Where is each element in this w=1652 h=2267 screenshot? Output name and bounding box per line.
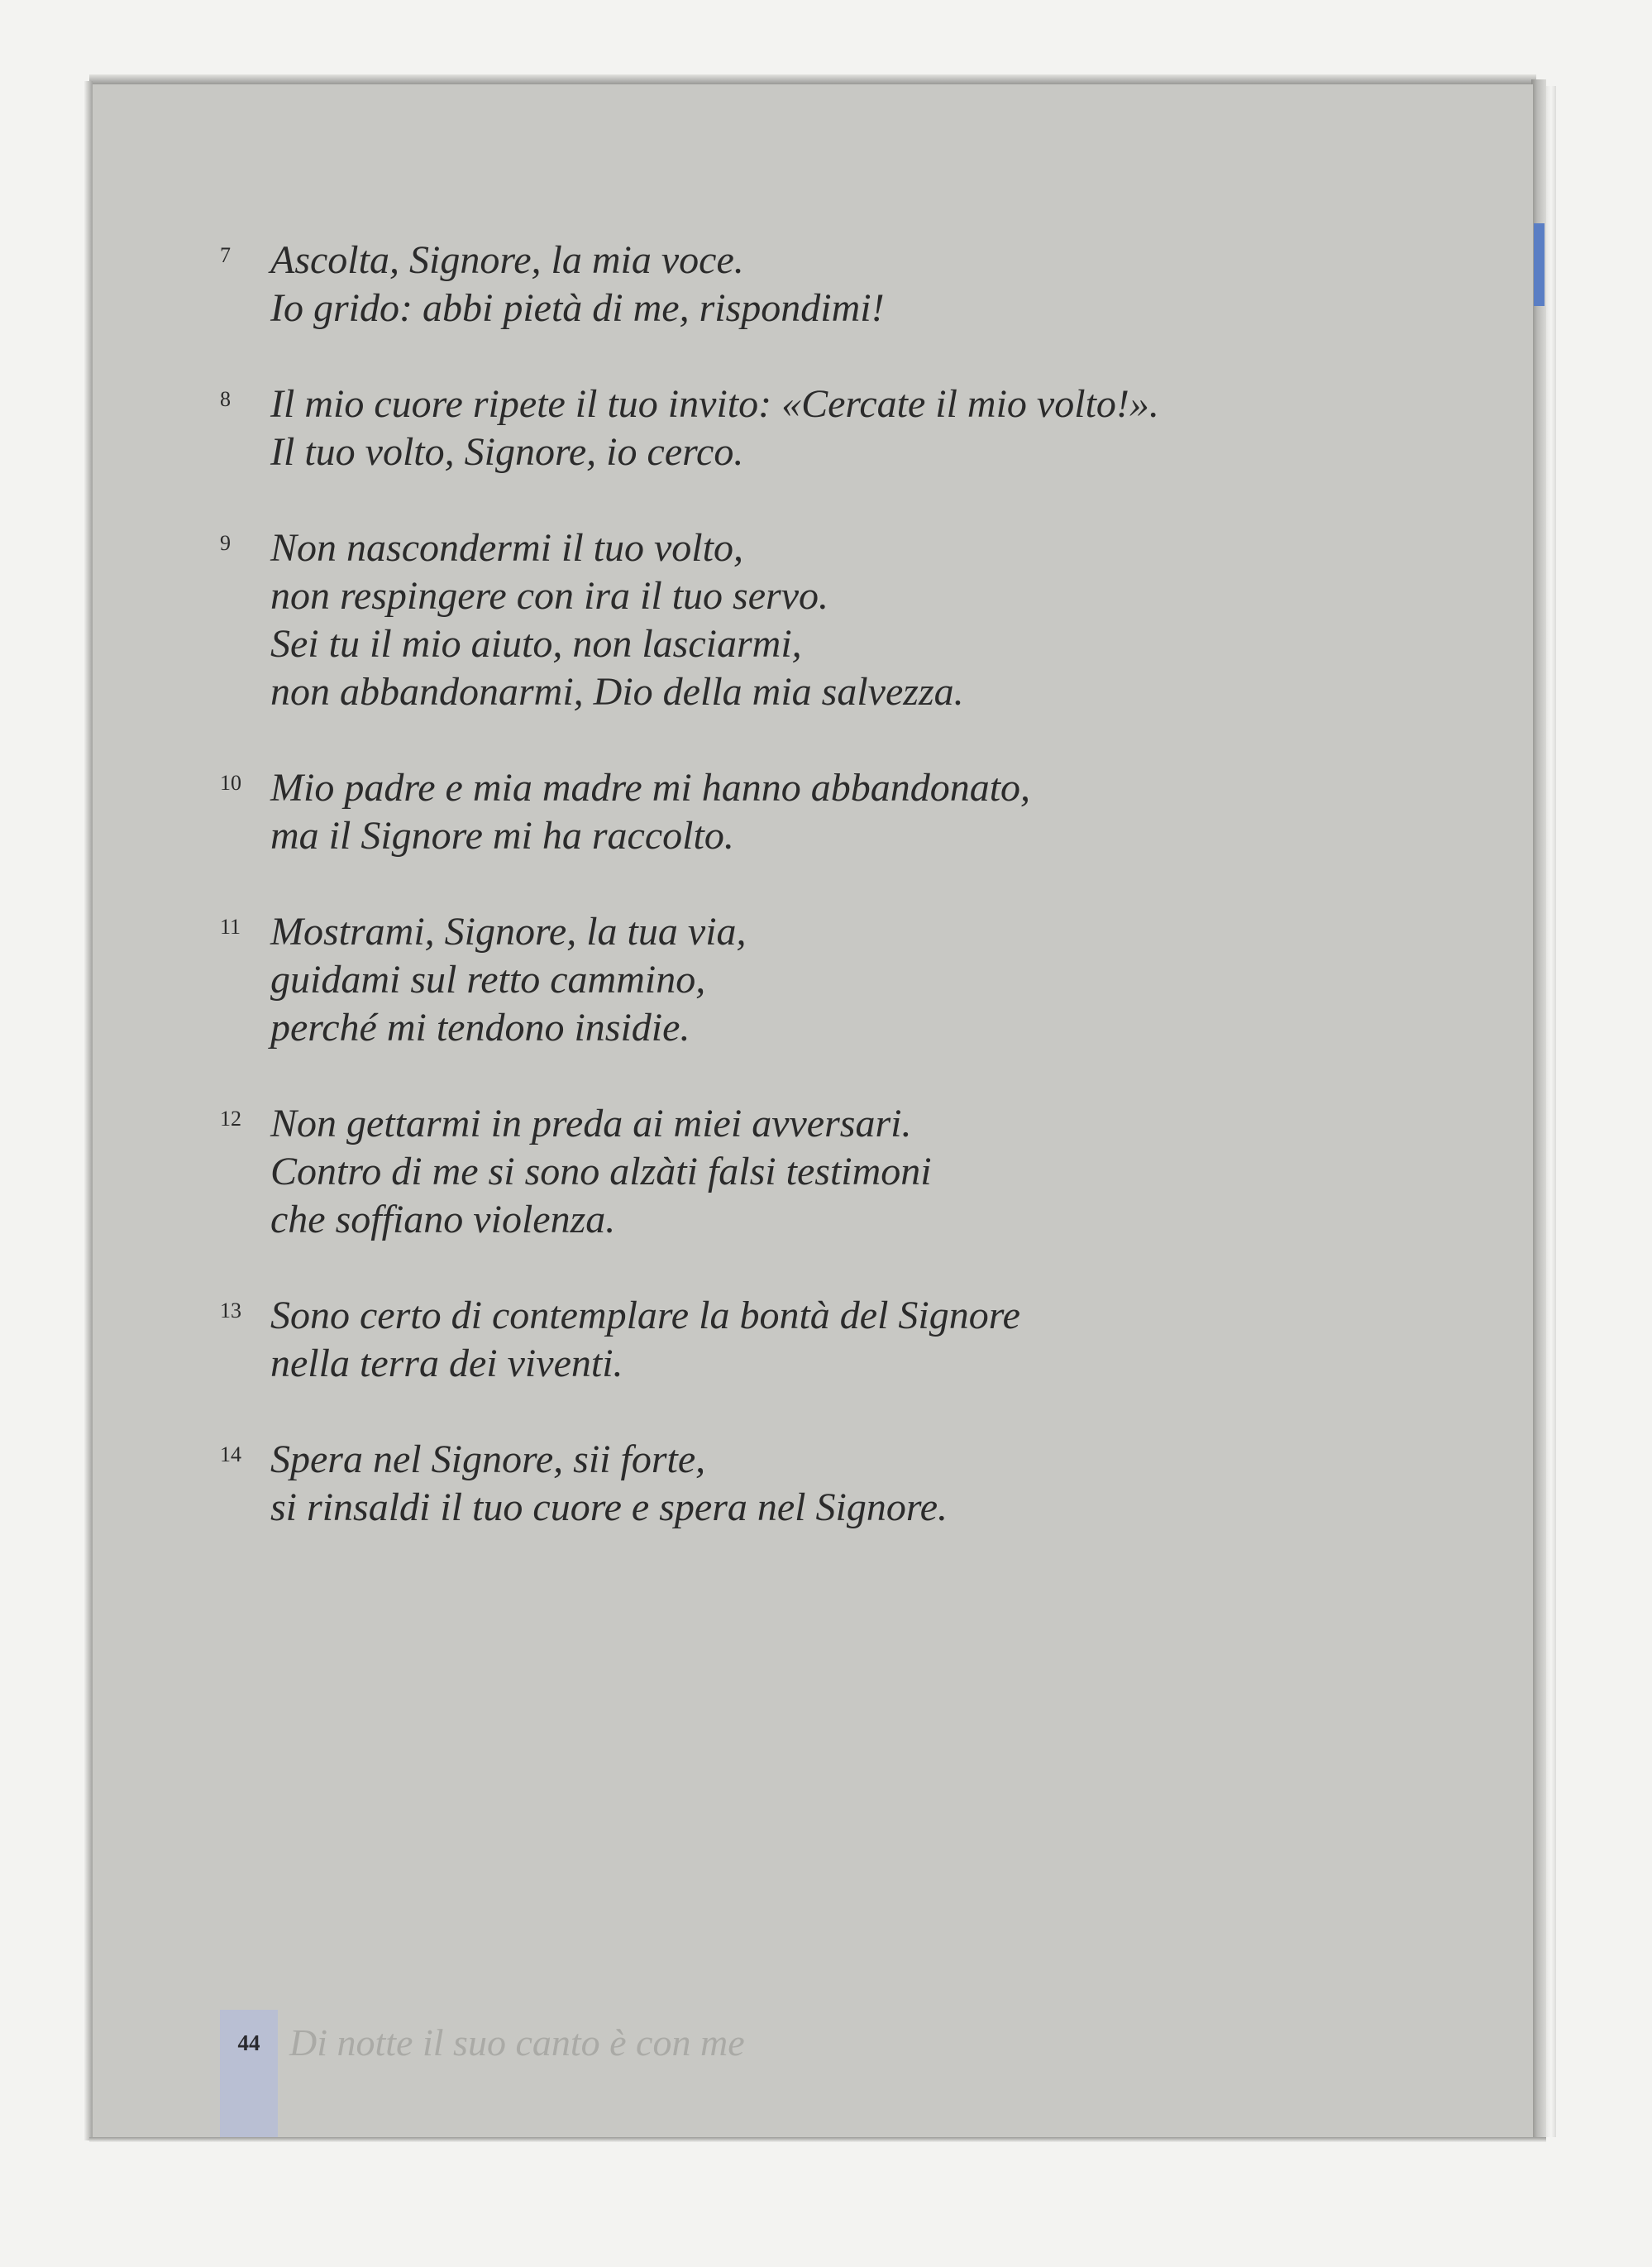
running-title: Di notte il suo canto è con me (289, 2021, 745, 2064)
verse-line: guidami sul retto cammino, (270, 958, 706, 1002)
verse-number: 7 (220, 243, 231, 267)
verse-line: Sono certo di contemplare la bontà del Signore (270, 1294, 1020, 1337)
verse-text (270, 764, 1030, 860)
page-right-edge (1531, 79, 1546, 2140)
verse-text (270, 1292, 1020, 1388)
verse-12 (220, 1100, 1159, 1244)
verse-13 (220, 1292, 1159, 1388)
verse-line: Mio padre e mia madre mi hanno abbandonato, (270, 766, 1031, 810)
section-tab-marker (1534, 223, 1545, 306)
verse-number: 8 (220, 387, 231, 411)
outer-pages-edge (1546, 86, 1556, 2137)
verse-line: Ascolta, Signore, la mia voce. (270, 238, 744, 282)
psalm-verses (220, 237, 1159, 1580)
verse-text (270, 1100, 932, 1244)
page-number: 44 (237, 2030, 260, 2055)
verse-text (270, 1436, 948, 1532)
verse-line: perché mi tendono insidie. (270, 1006, 690, 1050)
verse-7 (220, 237, 1159, 332)
verse-14 (220, 1436, 1159, 1532)
verse-line: si rinsaldi il tuo cuore e spera nel Signore. (270, 1485, 948, 1529)
verse-8 (220, 380, 1159, 476)
verse-line: ma il Signore mi ha raccolto. (270, 814, 734, 858)
verse-number: 9 (220, 531, 231, 555)
verse-line: Non nascondermi il tuo volto, (270, 526, 743, 570)
verse-line: Contro di me si sono alzàti falsi testimoni (270, 1150, 932, 1193)
verse-text (270, 380, 1159, 476)
verse-line: non abbandonarmi, Dio della mia salvezza. (270, 670, 964, 714)
verse-number: 10 (220, 771, 241, 795)
verse-number: 13 (220, 1299, 241, 1322)
verse-number: 12 (220, 1107, 241, 1131)
verse-line: Io grido: abbi pietà di me, rispondimi! (270, 286, 885, 330)
verse-text (270, 908, 747, 1052)
verse-number: 11 (220, 915, 241, 939)
book-page (93, 84, 1533, 2137)
verse-text (270, 524, 964, 716)
verse-line: Spera nel Signore, sii forte, (270, 1437, 706, 1481)
verse-line: Non gettarmi in preda ai miei avversari. (270, 1102, 912, 1145)
verse-line: Il tuo volto, Signore, io cerco. (270, 430, 744, 474)
verse-line: Sei tu il mio aiuto, non lasciarmi, (270, 622, 802, 666)
page-number-box (220, 2010, 278, 2137)
verse-line: Mostrami, Signore, la tua via, (270, 910, 747, 954)
verse-9 (220, 524, 1159, 716)
verse-line: che soffiano violenza. (270, 1198, 616, 1241)
verse-11 (220, 908, 1159, 1052)
verse-text (270, 237, 885, 332)
verse-line: nella terra dei viventi. (270, 1342, 623, 1385)
verse-10 (220, 764, 1159, 860)
verse-line: non respingere con ira il tuo servo. (270, 574, 829, 618)
page-bottom-edge (89, 2137, 1546, 2142)
verse-line: Il mio cuore ripete il tuo invito: «Cercate il mio volto!». (270, 382, 1159, 426)
page-left-edge (84, 81, 93, 2140)
verse-number: 14 (220, 1442, 241, 1466)
